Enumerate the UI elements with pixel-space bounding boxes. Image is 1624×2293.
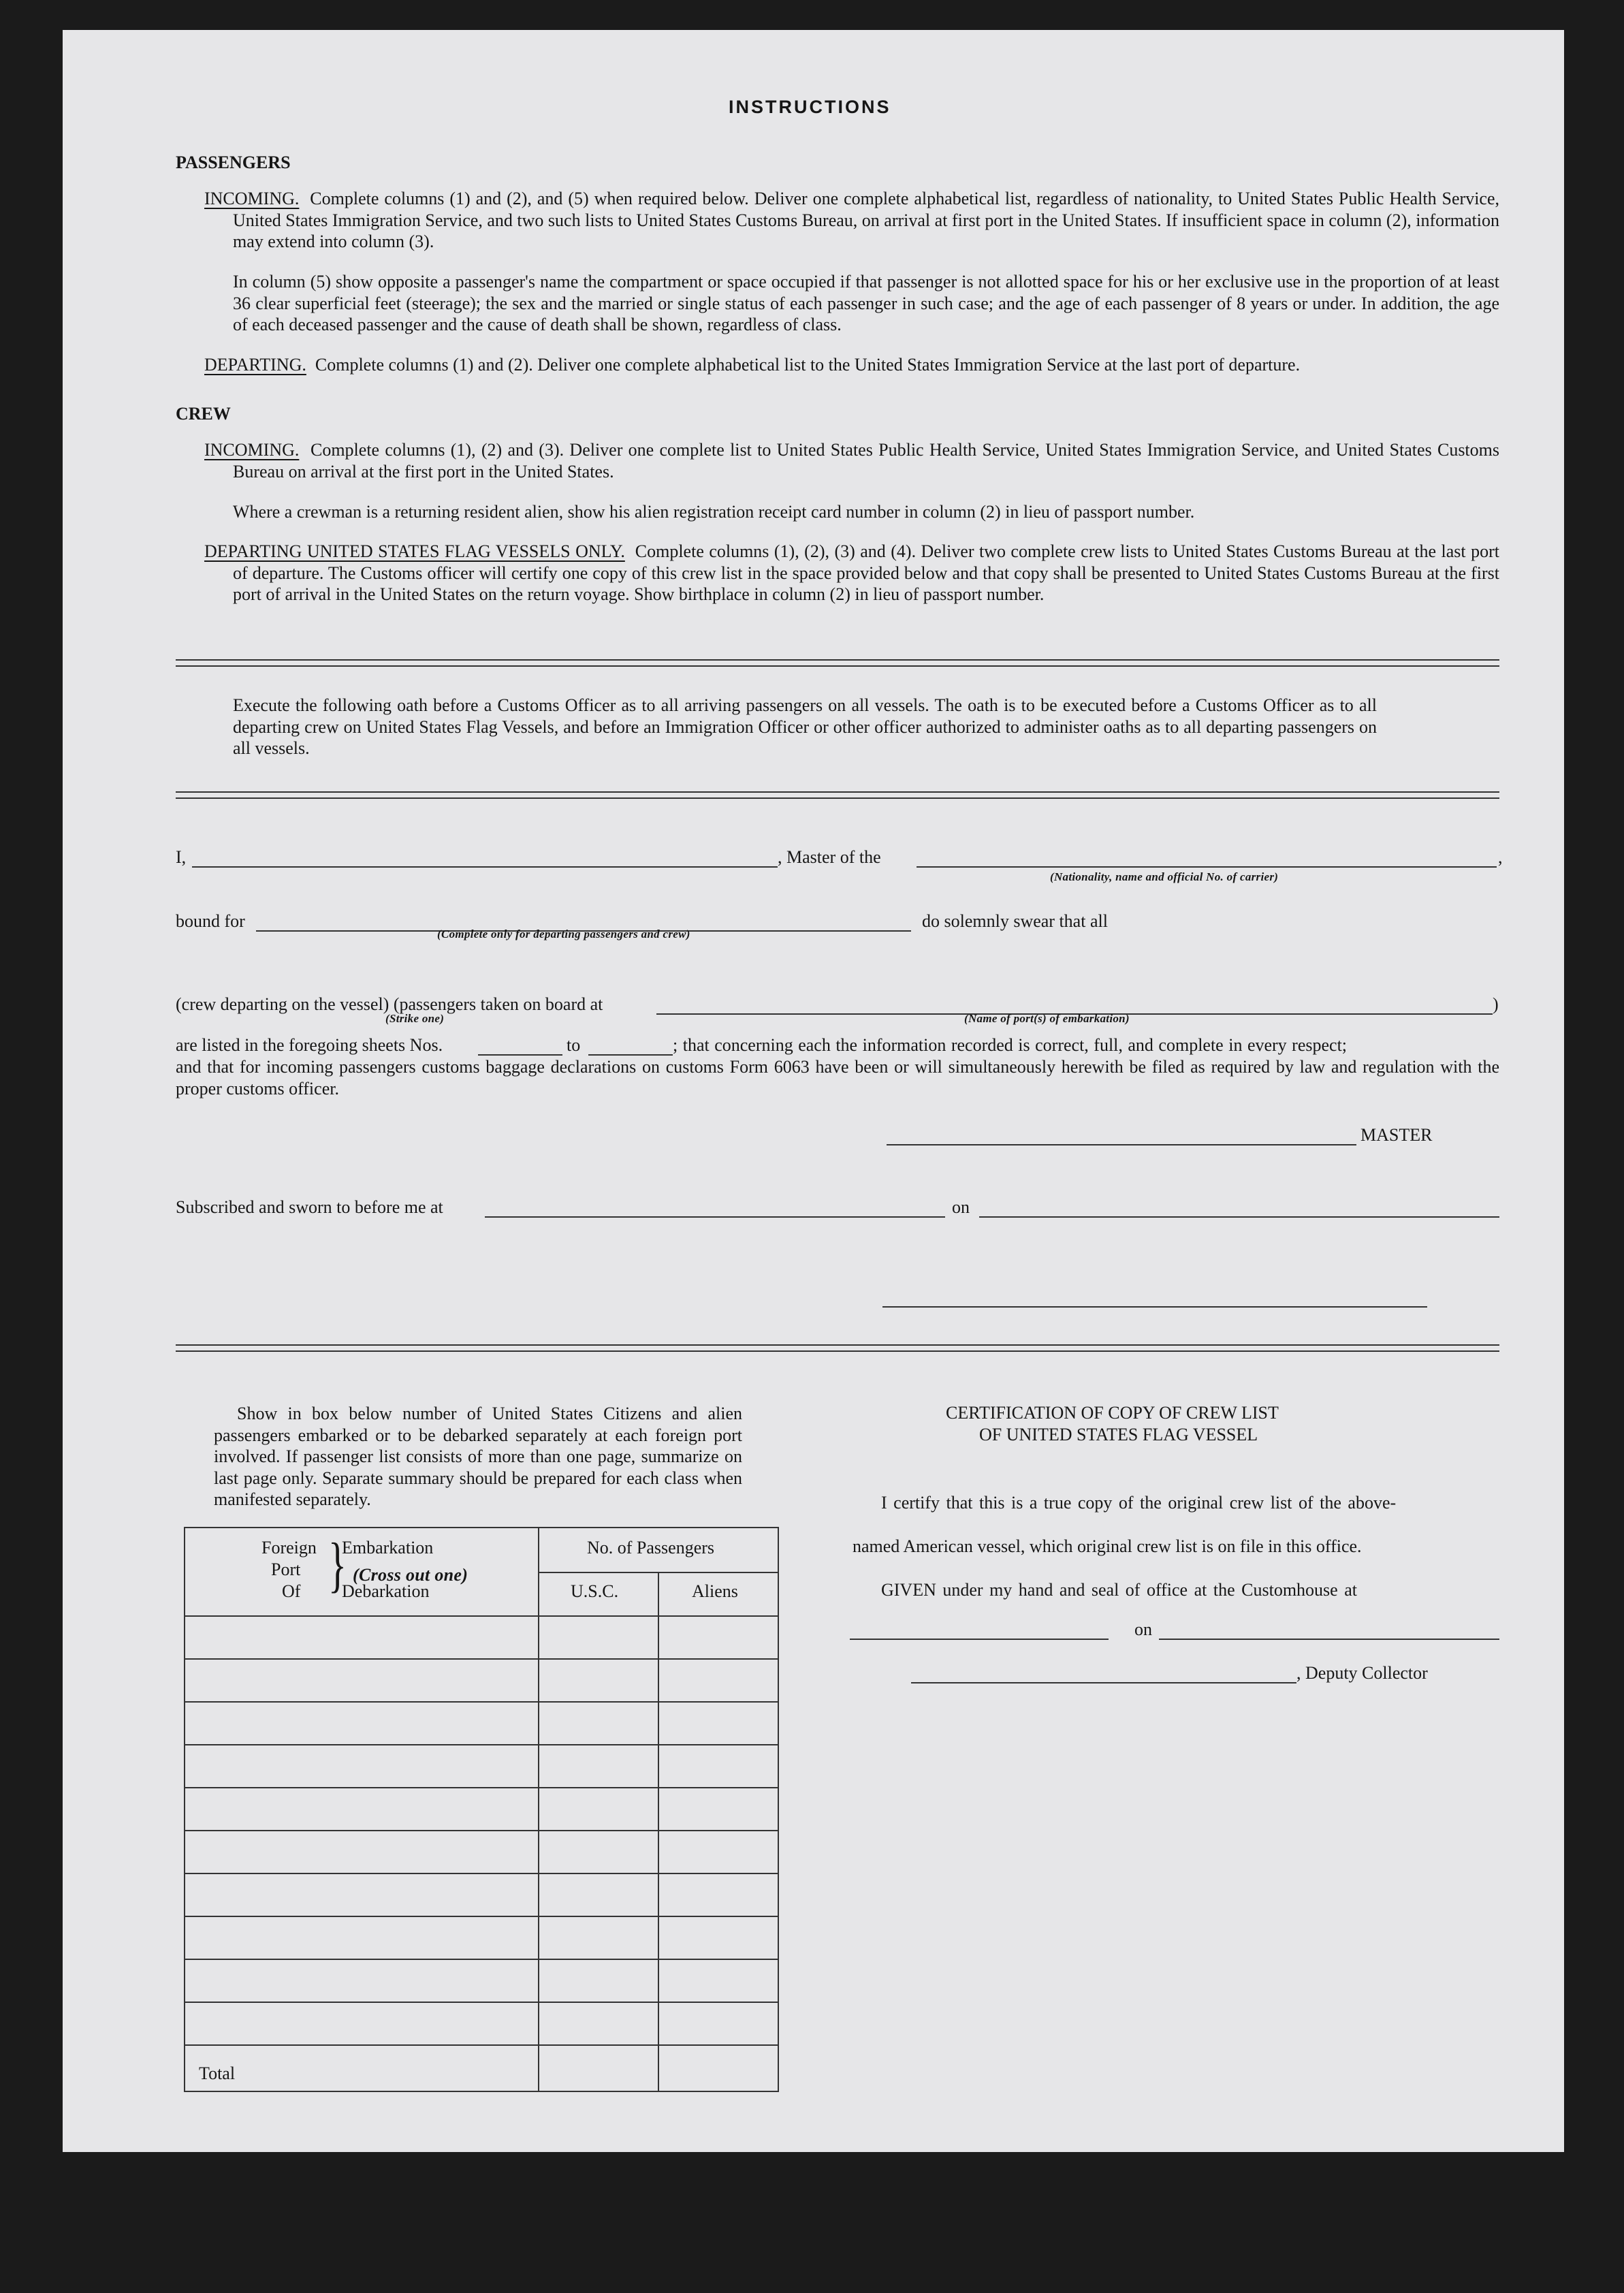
subscribed-label: Subscribed and sworn to before me at — [176, 1197, 443, 1217]
crew-heading: CREW — [176, 404, 231, 424]
deputy-collector-signature-field[interactable] — [911, 1682, 1296, 1683]
debarkation-option[interactable]: Debarkation — [342, 1581, 430, 1601]
oath-i-label: I, — [176, 847, 187, 867]
master-label: MASTER — [1360, 1125, 1433, 1145]
oath-master-of: , Master of the — [778, 847, 881, 867]
certification-title-line2: OF UNITED STATES FLAG VESSEL — [979, 1425, 1258, 1444]
oath-comma: , — [1498, 847, 1503, 867]
brace-icon: } — [328, 1532, 347, 1600]
header-bottom — [185, 1615, 778, 1617]
crew-incoming-paragraph — [204, 439, 1499, 482]
passengers-column5-paragraph: In column (5) show opposite a passenger's name the compartment or space occupied if that passenger is not allotted space for his or her exclusive use in the proportion of at least 36 clear superficial feet (steerage); the sex and the married or single status of each passenger in such case; and the age of each passenger of 8 years or under. In addition, the age of each deceased passenger and the cause of death shall be shown, regardless of class. — [233, 272, 1499, 334]
oath-crew-or-passengers: (crew departing on the vessel) (passengers taken on board at — [176, 994, 603, 1014]
crew-departing-text: Complete columns (1), (2), (3) and (4). Deliver two complete crew lists to United States Customs Bureau at the last port of departure. The Customs officer will certify one copy of this crew list in the space provided below and that copy shall be presented to United States Customs Bureau at the first port of arrival in the United States on the return voyage. Show birthplace in column (2) in lieu of passport number. — [233, 541, 1499, 604]
passengers-incoming-label: INCOMING. — [204, 189, 300, 208]
column-divider — [658, 1572, 659, 2091]
subscribed-place-field[interactable] — [485, 1216, 945, 1218]
oath-swear: do solemnly swear that all — [922, 911, 1108, 931]
certification-date-field[interactable] — [1159, 1639, 1499, 1640]
embarkation-option[interactable]: Embarkation — [342, 1538, 434, 1557]
passengers-departing-paragraph — [204, 354, 1499, 376]
table-row-divider — [185, 1830, 778, 1831]
crew-alien-paragraph: Where a crewman is a returning resident alien, show his alien registration receipt card number in column (2) in lieu of passport number. — [233, 502, 1195, 522]
table-row-divider — [185, 2002, 778, 2003]
crew-departing-label: DEPARTING UNITED STATES FLAG VESSELS ONLY. — [204, 541, 625, 561]
oath-bound-for: bound for — [176, 911, 245, 931]
cross-out-caption: (Cross out one) — [353, 1565, 468, 1585]
certification-text-line1: I certify that this is a true copy of the original crew list of the above- — [881, 1493, 1397, 1513]
official-signature-field[interactable] — [882, 1306, 1427, 1308]
column-divider — [538, 1528, 539, 2091]
aliens-header: Aliens — [692, 1581, 738, 1601]
divider — [176, 1344, 1499, 1352]
passengers-incoming-text: Complete columns (1) and (2), and (5) when required below. Deliver one complete alphabetical list, regardless of nationality, to United States Public Health Service, United States Immigration Service, and two such lists to United States Customs Bureau, on arrival at first port in the United States. If insufficient space in column (2), information may extend into column (3). — [233, 189, 1500, 251]
summary-instruction: Show in box below number of United States Citizens and alien passengers embarked or to be debarked separately at each foreign port involved. If passenger list consists of more than one page, summarize on last page only. Separate summary should be prepared for each class when manifested separately. — [214, 1404, 742, 1509]
foreign-label: Foreign — [261, 1538, 317, 1557]
bound-caption: (Complete only for departing passengers and crew) — [437, 928, 690, 940]
crew-departing-paragraph — [204, 541, 1499, 605]
divider — [176, 791, 1499, 799]
certification-on: on — [1134, 1619, 1152, 1639]
oath-declaration: and that for incoming passengers customs baggage declarations on customs Form 6063 have been or will simultaneously herewith be filed as required by law and regulation with the proper customs officer. — [176, 1057, 1499, 1098]
master-signature-field[interactable] — [887, 1144, 1356, 1145]
passengers-incoming-paragraph — [204, 188, 1500, 253]
table-row-divider — [185, 1787, 778, 1788]
table-row-divider — [185, 2044, 778, 2046]
crew-incoming-text: Complete columns (1), (2) and (3). Deliver one complete list to United States Public Health Service, United States Immigration Service, and United States Customs Bureau on arrival at the first port in the United States. — [233, 440, 1499, 481]
table-row-divider — [185, 1873, 778, 1874]
carrier-caption: (Nationality, name and official No. of carrier) — [1050, 870, 1279, 883]
master-name-field[interactable] — [192, 866, 778, 868]
passenger-summary-table — [184, 1527, 779, 2092]
passengers-departing-text: Complete columns (1) and (2). Deliver one complete alphabetical list to the United States Immigration Service at the last port of departure. — [315, 355, 1301, 375]
page-title: INSTRUCTIONS — [729, 97, 891, 117]
table-row-divider — [185, 1744, 778, 1745]
table-row-divider — [185, 1658, 778, 1660]
certification-given: GIVEN under my hand and seal of office at the Customhouse at — [881, 1580, 1357, 1600]
subscribed-date-field[interactable] — [979, 1216, 1499, 1218]
of-label: Of — [282, 1581, 301, 1601]
certification-title-line1: CERTIFICATION OF COPY OF CREW LIST — [946, 1403, 1279, 1423]
oath-instruction: Execute the following oath before a Customs Officer as to all arriving passengers on all vessels. The oath is to be executed before a Customs Officer as to all departing crew on United States Flag Vessels, and before an Immigration Officer or other officer authorized to administer oaths as to all departing passengers on all vessels. — [233, 695, 1377, 758]
total-label: Total — [199, 2063, 236, 2083]
no-of-passengers-header: No. of Passengers — [587, 1538, 715, 1557]
carrier-field[interactable] — [917, 866, 1497, 868]
oath-listed-in: are listed in the foregoing sheets Nos. — [176, 1035, 443, 1055]
deputy-collector-label: , Deputy Collector — [1296, 1663, 1428, 1683]
strike-caption: (Strike one) — [385, 1012, 445, 1025]
table-row-divider — [185, 1701, 778, 1703]
certification-text-line2: named American vessel, which original crew list is on file in this office. — [853, 1536, 1362, 1556]
passengers-heading: PASSENGERS — [176, 153, 291, 172]
usc-header: U.S.C. — [571, 1581, 619, 1601]
port-label: Port — [271, 1560, 301, 1579]
header-divider — [538, 1572, 778, 1573]
divider — [176, 659, 1499, 667]
sheet-from-field[interactable] — [478, 1054, 562, 1056]
customhouse-place-field[interactable] — [850, 1639, 1109, 1640]
port-caption: (Name of port(s) of embarkation) — [964, 1012, 1130, 1025]
crew-incoming-label: INCOMING. — [204, 440, 300, 460]
passengers-departing-label: DEPARTING. — [204, 355, 306, 375]
table-row-divider — [185, 1959, 778, 1960]
subscribed-on: on — [952, 1197, 970, 1217]
oath-close-paren: ) — [1493, 994, 1499, 1014]
oath-to: to — [567, 1035, 581, 1055]
oath-listed-rest: ; that concerning each the information recorded is correct, full, and complete in every respect; — [673, 1035, 1348, 1055]
form-page — [63, 30, 1564, 2152]
sheet-to-field[interactable] — [588, 1054, 673, 1056]
table-row-divider — [185, 1916, 778, 1917]
